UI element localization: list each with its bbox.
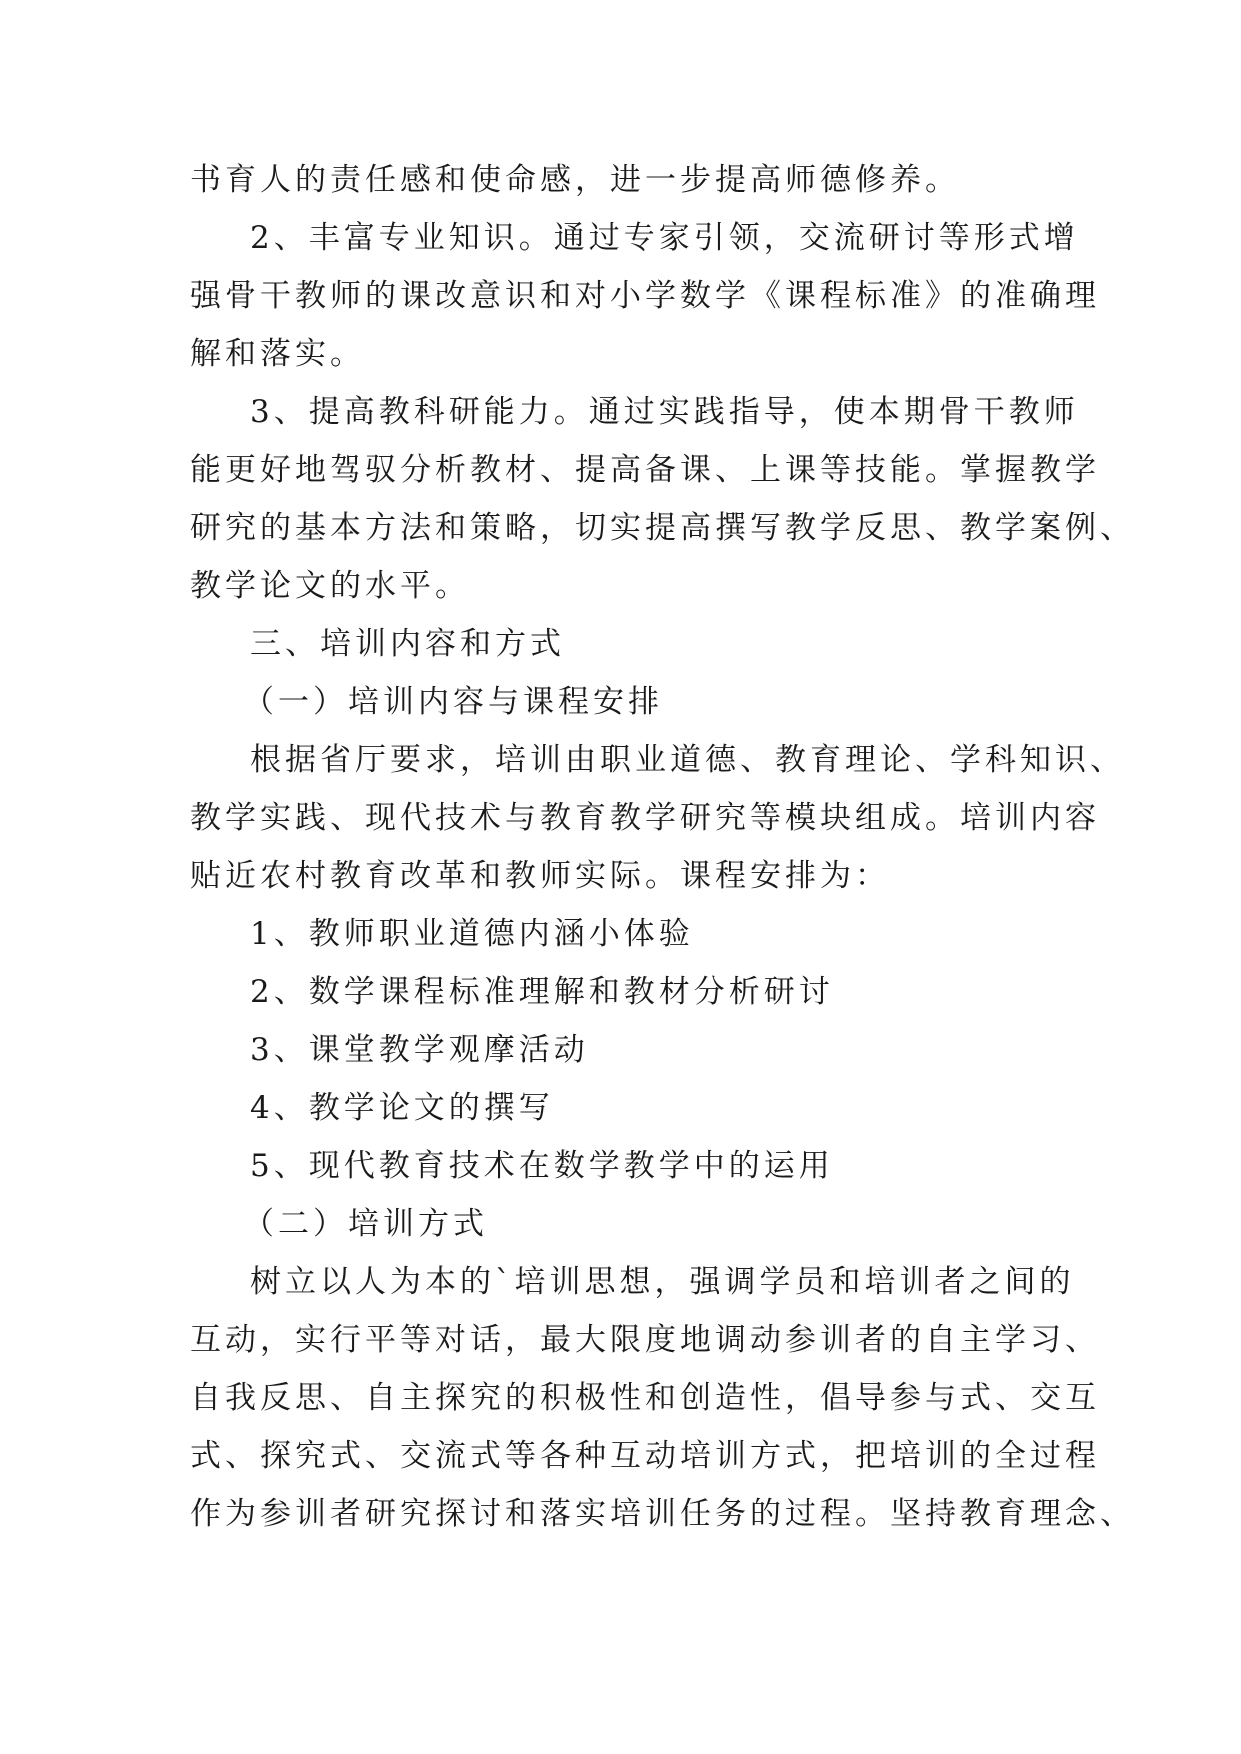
subsection-heading: （二）培训方式	[243, 1206, 488, 1242]
paragraph-line: 互动，实行平等对话，最大限度地调动参训者的自主学习、	[190, 1322, 1100, 1358]
list-item: 1、教师职业道德内涵小体验	[250, 916, 694, 952]
list-item: 2、数学课程标准理解和教材分析研讨	[250, 974, 834, 1010]
paragraph-line: 根据省厅要求，培训由职业道德、教育理论、学科知识、	[250, 742, 1125, 778]
paragraph-line: 研究的基本方法和策略，切实提高撰写教学反思、教学案例、	[190, 510, 1135, 546]
paragraph-line: 3、提高教科研能力。通过实践指导，使本期骨干教师	[250, 394, 1079, 430]
paragraph-line: 教学实践、现代技术与教育教学研究等模块组成。培训内容	[190, 800, 1100, 836]
paragraph-line: 能更好地驾驭分析教材、提高备课、上课等技能。掌握教学	[190, 452, 1100, 488]
paragraph-line: 自我反思、自主探究的积极性和创造性，倡导参与式、交互	[190, 1380, 1100, 1416]
paragraph-line: 强骨干教师的课改意识和对小学数学《课程标准》的准确理	[190, 278, 1100, 314]
paragraph-line: 作为参训者研究探讨和落实培训任务的过程。坚持教育理念、	[190, 1496, 1135, 1532]
paragraph-line: 书育人的责任感和使命感，进一步提高师德修养。	[190, 162, 960, 198]
paragraph-line: 2、丰富专业知识。通过专家引领，交流研讨等形式增	[250, 220, 1079, 256]
paragraph-line: 式、探究式、交流式等各种互动培训方式，把培训的全过程	[190, 1438, 1100, 1474]
paragraph-line: 解和落实。	[190, 336, 365, 372]
paragraph-line: 贴近农村教育改革和教师实际。课程安排为：	[190, 858, 890, 894]
list-item: 4、教学论文的撰写	[250, 1090, 554, 1126]
list-item: 5、现代教育技术在数学教学中的运用	[250, 1148, 834, 1184]
section-heading: 三、培训内容和方式	[250, 626, 565, 662]
paragraph-line: 教学论文的水平。	[190, 568, 470, 604]
paragraph-line: 树立以人为本的`培训思想，强调学员和培训者之间的	[250, 1264, 1075, 1300]
list-item: 3、课堂教学观摩活动	[250, 1032, 589, 1068]
subsection-heading: （一）培训内容与课程安排	[243, 684, 663, 720]
